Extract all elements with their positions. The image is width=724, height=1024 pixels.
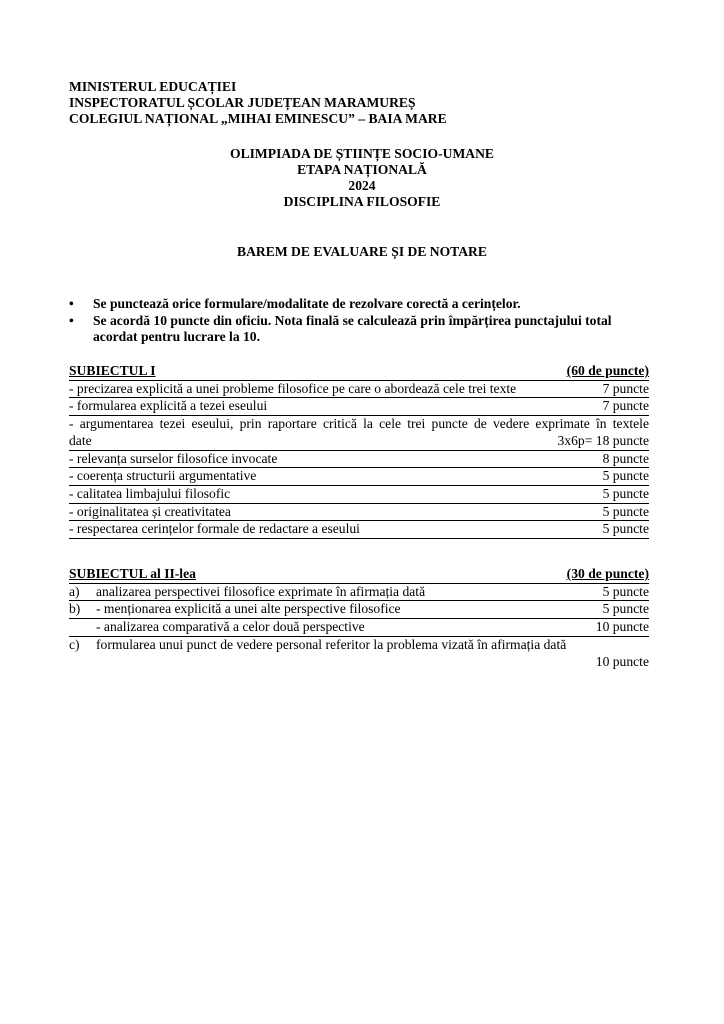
criterion-text: - respectarea cerințelor formale de redactare a eseului <box>69 521 360 537</box>
instruction-text: Se punctează orice formulare/modalitate de rezolvare corectă a cerințelor. <box>93 296 521 311</box>
criterion-text: formularea unui punct de vedere personal referitor la problema vizată în afirmația dată <box>96 636 567 652</box>
subiect-2-total: (30 de puncte) <box>566 566 649 581</box>
grading-row <box>69 381 649 399</box>
criterion-text: analizarea perspectivei filosofice exprimate în afirmația dată <box>96 583 426 599</box>
inspectorate-name: INSPECTORATUL ȘCOLAR JUDEȚEAN MARAMUREȘ <box>69 95 416 110</box>
grading-row <box>69 451 649 469</box>
grading-row-continued <box>69 433 649 451</box>
subiect-2-header <box>69 566 649 584</box>
item-label: a) <box>69 583 80 599</box>
olympiad-year: 2024 <box>348 178 376 193</box>
criterion-text: - analizarea comparativă a celor două perspective <box>96 619 365 635</box>
criterion-points: 7 puncte <box>602 398 649 414</box>
criterion-text-continued: date <box>69 432 92 448</box>
olympiad-discipline: DISCIPLINA FILOSOFIE <box>283 194 441 209</box>
olympiad-title-block <box>0 146 724 210</box>
criterion-points: 8 puncte <box>602 450 649 466</box>
grading-row <box>69 398 649 416</box>
criterion-points: 5 puncte <box>602 485 649 501</box>
grading-row <box>69 637 649 654</box>
criterion-text: - formularea explicită a tezei eseului <box>69 398 268 414</box>
criterion-text: - originalitatea și creativitatea <box>69 503 231 519</box>
instruction-item <box>69 296 651 313</box>
criterion-text: - menționarea explicită a unei alte perspective filosofice <box>96 601 401 617</box>
grading-row <box>69 416 649 433</box>
subiect-1-total: (60 de puncte) <box>566 363 649 378</box>
criterion-points: 10 puncte <box>595 619 649 635</box>
bullet-icon: • <box>69 296 74 311</box>
criterion-points: 10 puncte <box>595 653 649 669</box>
criterion-points: 7 puncte <box>602 380 649 396</box>
grading-row <box>69 601 649 619</box>
general-instructions <box>69 296 651 346</box>
grading-row <box>69 504 649 522</box>
subiect-2-title: SUBIECTUL al II-lea <box>69 566 196 581</box>
criterion-points: 3x6p= 18 puncte <box>557 432 649 448</box>
criterion-text: - coerența structurii argumentative <box>69 468 257 484</box>
criterion-points: 5 puncte <box>602 468 649 484</box>
grading-row-continued <box>69 654 649 671</box>
grading-row <box>69 486 649 504</box>
olympiad-name: OLIMPIADA DE ȘTIINȚE SOCIO-UMANE <box>230 146 494 161</box>
grading-row <box>69 584 649 602</box>
criterion-text: - argumentarea tezei eseului, prin raportare critică la cele trei puncte de vedere exprimate în textele <box>69 416 649 432</box>
criterion-points: 5 puncte <box>602 521 649 537</box>
criterion-points: 5 puncte <box>602 601 649 617</box>
bullet-icon: • <box>69 312 74 328</box>
barem-title: BAREM DE EVALUARE ȘI DE NOTARE <box>237 244 487 259</box>
criterion-points: 5 puncte <box>602 583 649 599</box>
criterion-points: 5 puncte <box>602 503 649 519</box>
criterion-text: - relevanța surselor filosofice invocate <box>69 450 278 466</box>
subiect-1-header <box>69 363 649 381</box>
ministry-name: MINISTERUL EDUCAȚIEI <box>69 79 237 94</box>
item-label: c) <box>69 636 80 652</box>
criterion-text: - precizarea explicită a unei probleme filosofice pe care o abordează cele trei texte <box>69 380 517 396</box>
grading-row <box>69 468 649 486</box>
item-label: b) <box>69 601 81 617</box>
subiect-1-title: SUBIECTUL I <box>69 363 156 378</box>
subiect-2-section <box>69 566 649 670</box>
grading-row <box>69 619 649 637</box>
grading-row <box>69 521 649 539</box>
subiect-1-section <box>69 363 649 539</box>
instruction-item <box>69 313 651 346</box>
criterion-text: - calitatea limbajului filosofic <box>69 485 231 501</box>
instruction-text: Se acordă 10 puncte din oficiu. Nota finală se calculează prin împărțirea punctajului total acordat pentru lucrare la 10. <box>93 312 612 344</box>
institution-header <box>69 79 447 127</box>
college-name: COLEGIUL NAȚIONAL „MIHAI EMINESCU” – BAIA MARE <box>69 111 447 126</box>
olympiad-stage: ETAPA NAȚIONALĂ <box>297 162 427 177</box>
